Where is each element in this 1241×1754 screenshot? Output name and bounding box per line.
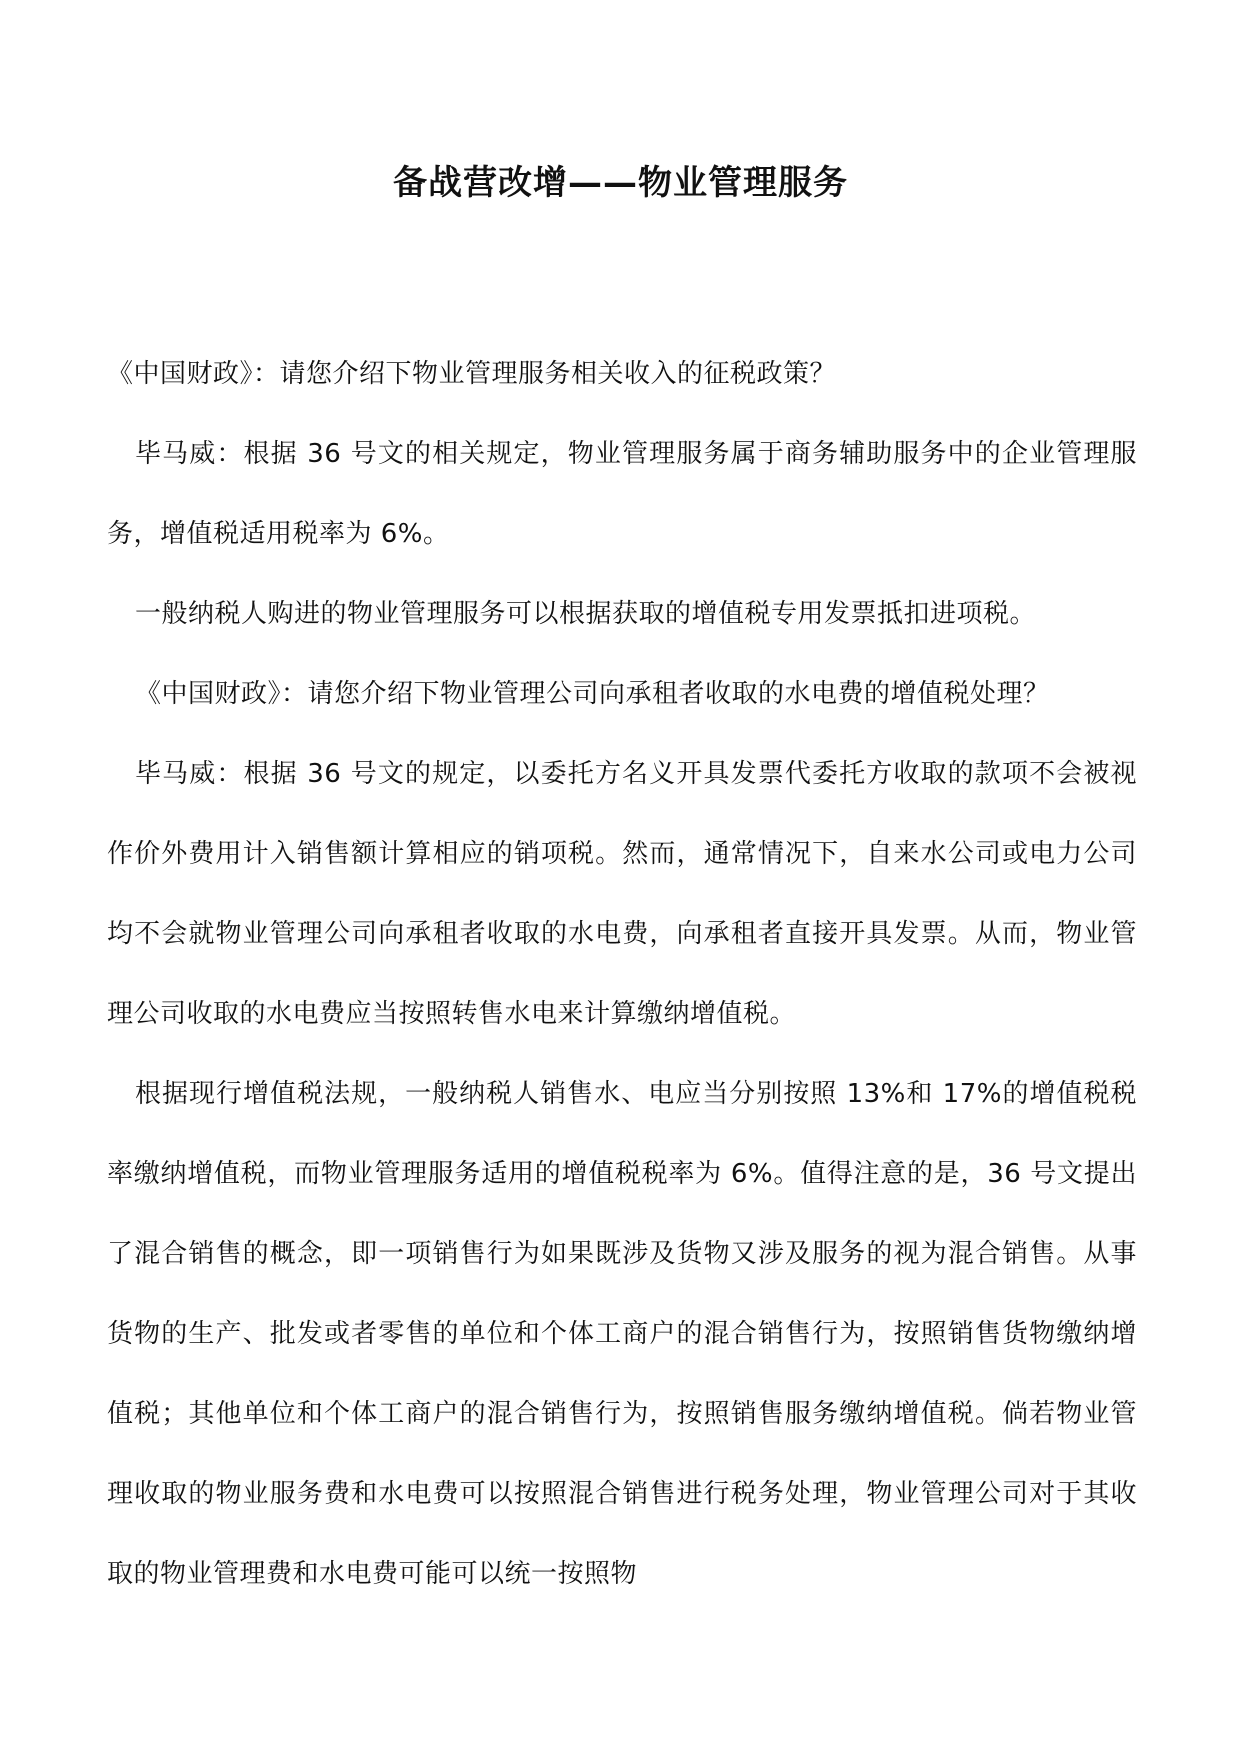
paragraph-answer-1: 毕马威：根据 36 号文的相关规定，物业管理服务属于商务辅助服务中的企业管理服务，增值税适用税率为 6%。 xyxy=(107,439,1137,549)
document-body xyxy=(107,334,1137,1614)
paragraph-question-2: 《中国财政》：请您介绍下物业管理公司向承租者收取的水电费的增值税处理？ xyxy=(135,679,1050,709)
paragraph-question-1: 《中国财政》：请您介绍下物业管理服务相关收入的征税政策？ xyxy=(107,359,837,389)
paragraph-mixed-sales: 根据现行增值税法规，一般纳税人销售水、电应当分别按照 13%和 17%的增值税税率缴纳增值税，而物业管理服务适用的增值税税率为 6%。值得注意的是，36 号文提出了混合销售的概念，即一项销售行为如果既涉及货物又涉及服务的视为混合销售。从事货物的生产、批发或者零售的单位和个体工商户的混合销售行为，按照销售货物缴纳增值税；其他单位和个体工商户的混合销售行为，按照销售服务缴纳增值税。倘若物业管理收取的物业服务费和水电费可以按照混合销售进行税务处理，物业管理公司对于其收取的物业管理费和水电费可能可以统一按照物 xyxy=(107,1079,1137,1589)
paragraph-answer-2: 毕马威：根据 36 号文的规定，以委托方名义开具发票代委托方收取的款项不会被视作价外费用计入销售额计算相应的销项税。然而，通常情况下，自来水公司或电力公司均不会就物业管理公司向承租者收取的水电费，向承租者直接开具发票。从而，物业管理公司收取的水电费应当按照转售水电来计算缴纳增值税。 xyxy=(107,759,1137,1029)
document-title: 备战营改增——物业管理服务 xyxy=(393,163,848,203)
paragraph-input-tax: 一般纳税人购进的物业管理服务可以根据获取的增值税专用发票抵扣进项税。 xyxy=(135,599,1037,629)
